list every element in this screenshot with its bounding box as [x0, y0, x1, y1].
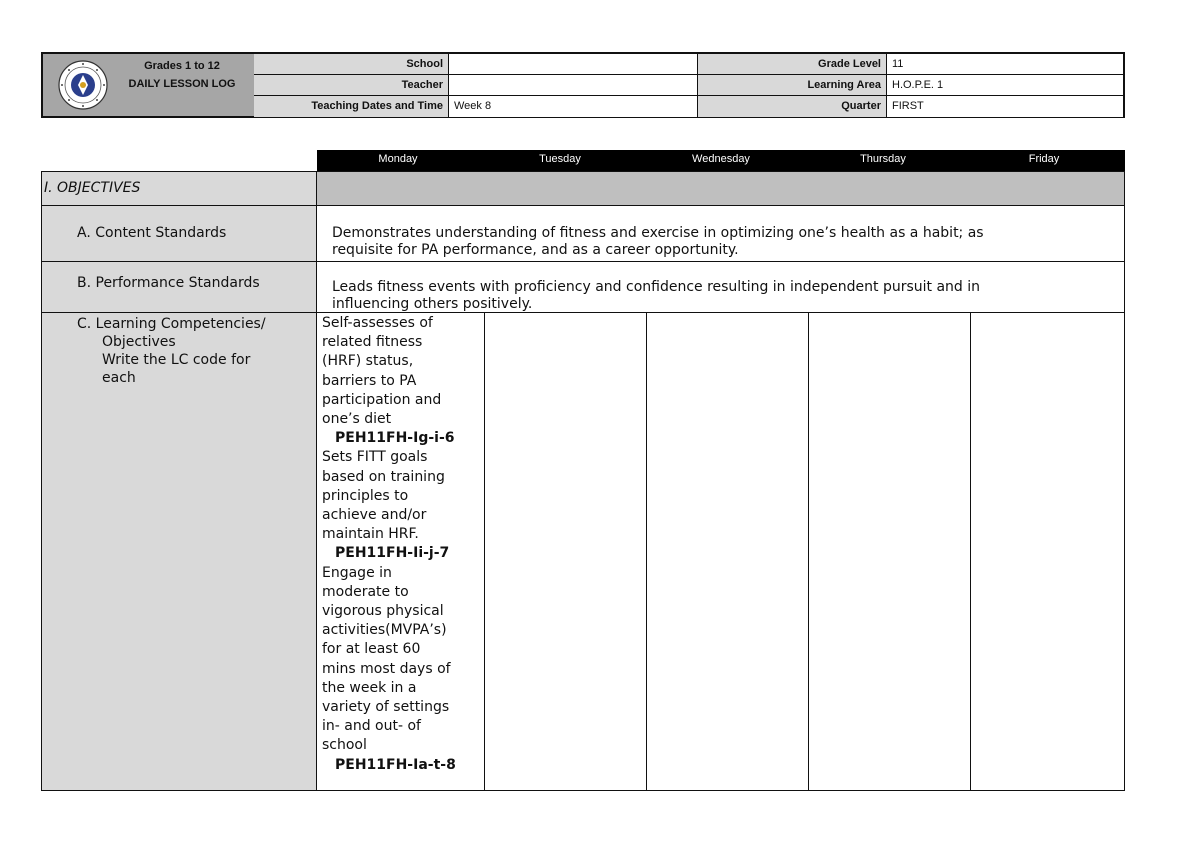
lc-text-line: variety of settings [322, 699, 450, 716]
performance-standards-label: B. Performance Standards [77, 275, 260, 291]
day-header-row [317, 150, 1125, 171]
lc-tuesday-cell [485, 313, 647, 791]
grade-level-field[interactable]: 11 [887, 54, 1123, 75]
lc-text-line: based on training [322, 468, 445, 485]
learning-competencies-label-line3: Write the LC code for [102, 352, 251, 368]
lesson-log-header [41, 52, 1125, 118]
objectives-heading-fill [317, 171, 1125, 206]
objectives-heading: I. OBJECTIVES [41, 171, 317, 206]
lc-text-line: school [322, 737, 367, 754]
teacher-field[interactable] [449, 75, 698, 96]
performance-standards-label-cell [41, 262, 317, 313]
lc-text-line: barriers to PA [322, 372, 417, 389]
teacher-label: Teacher [254, 75, 449, 96]
day-header-friday: Friday [1028, 153, 1060, 165]
teaching-dates-field[interactable]: Week 8 [449, 96, 698, 117]
performance-standards-cell [317, 262, 1125, 313]
day-header-wednesday: Wednesday [692, 153, 750, 165]
lc-text-line: moderate to [322, 583, 409, 600]
learning-area-field[interactable]: H.O.P.E. 1 [887, 75, 1123, 96]
content-standards-text-line1: Demonstrates understanding of fitness and exercise in optimizing one’s health as a habit; as [332, 225, 984, 241]
lc-code: PEH11FH-Ii-j-7 [335, 545, 450, 562]
lc-code: PEH11FH-Ig-i-6 [335, 430, 455, 447]
lc-text-line: vigorous physical [322, 603, 444, 620]
quarter-label: Quarter [698, 96, 887, 117]
lc-friday-cell [971, 313, 1125, 791]
lc-thursday-cell [809, 313, 971, 791]
grade-level-label: Grade Level [698, 54, 887, 75]
lc-code: PEH11FH-Ia-t-8 [335, 756, 456, 773]
lc-text-line: activities(MVPA’s) [322, 622, 447, 639]
day-header-tuesday: Tuesday [539, 153, 581, 165]
performance-standards-text-line1: Leads fitness events with proficiency and confidence resulting in independent pursuit and in [332, 279, 981, 295]
learning-area-label: Learning Area [698, 75, 887, 96]
content-standards-label-cell [41, 206, 317, 262]
lc-text-line: (HRF) status, [322, 353, 414, 370]
lc-monday-text [317, 313, 484, 775]
deped-seal-icon [57, 59, 109, 111]
learning-competencies-label-cell [41, 313, 317, 791]
performance-standards-text-line2: influencing others positively. [332, 296, 533, 312]
content-standards-text-line2: requisite for PA performance, and as a career opportunity. [332, 242, 739, 258]
lc-text-line: in- and out- of [322, 718, 421, 735]
lc-wednesday-cell [647, 313, 809, 791]
learning-competencies-label-line4: each [102, 370, 136, 386]
lc-text-line: participation and [322, 391, 442, 408]
teaching-dates-label: Teaching Dates and Time [254, 96, 449, 117]
lc-text-line: Sets FITT goals [322, 449, 428, 466]
day-header-thursday: Thursday [860, 153, 906, 165]
learning-competencies-label-line2: Objectives [102, 334, 176, 350]
day-header-monday: Monday [378, 153, 418, 165]
header-title-grades: Grades 1 to 12 [144, 60, 220, 72]
lc-text-line: the week in a [322, 679, 417, 696]
school-field[interactable] [449, 54, 698, 75]
header-title-log: DAILY LESSON LOG [128, 78, 236, 90]
content-standards-cell [317, 206, 1125, 262]
lc-text-line: principles to [322, 487, 409, 504]
lc-text-line: Engage in [322, 564, 392, 581]
header-title-cell [43, 54, 255, 116]
lc-text-line: maintain HRF. [322, 526, 419, 543]
content-standards-label: A. Content Standards [77, 225, 227, 241]
lc-text-line: related fitness [322, 334, 423, 351]
lc-text-line: achieve and/or [322, 507, 427, 524]
lc-text-line: for at least 60 [322, 641, 421, 658]
lc-text-line: Self-assesses of [322, 315, 433, 331]
quarter-field[interactable]: FIRST [887, 96, 1123, 117]
lc-text-line: one’s diet [322, 411, 392, 428]
lc-monday-cell [317, 313, 485, 791]
learning-competencies-label-line1: C. Learning Competencies/ [77, 316, 266, 332]
objectives-table [41, 150, 1125, 791]
lc-text-line: mins most days of [322, 660, 451, 677]
school-label: School [254, 54, 449, 75]
